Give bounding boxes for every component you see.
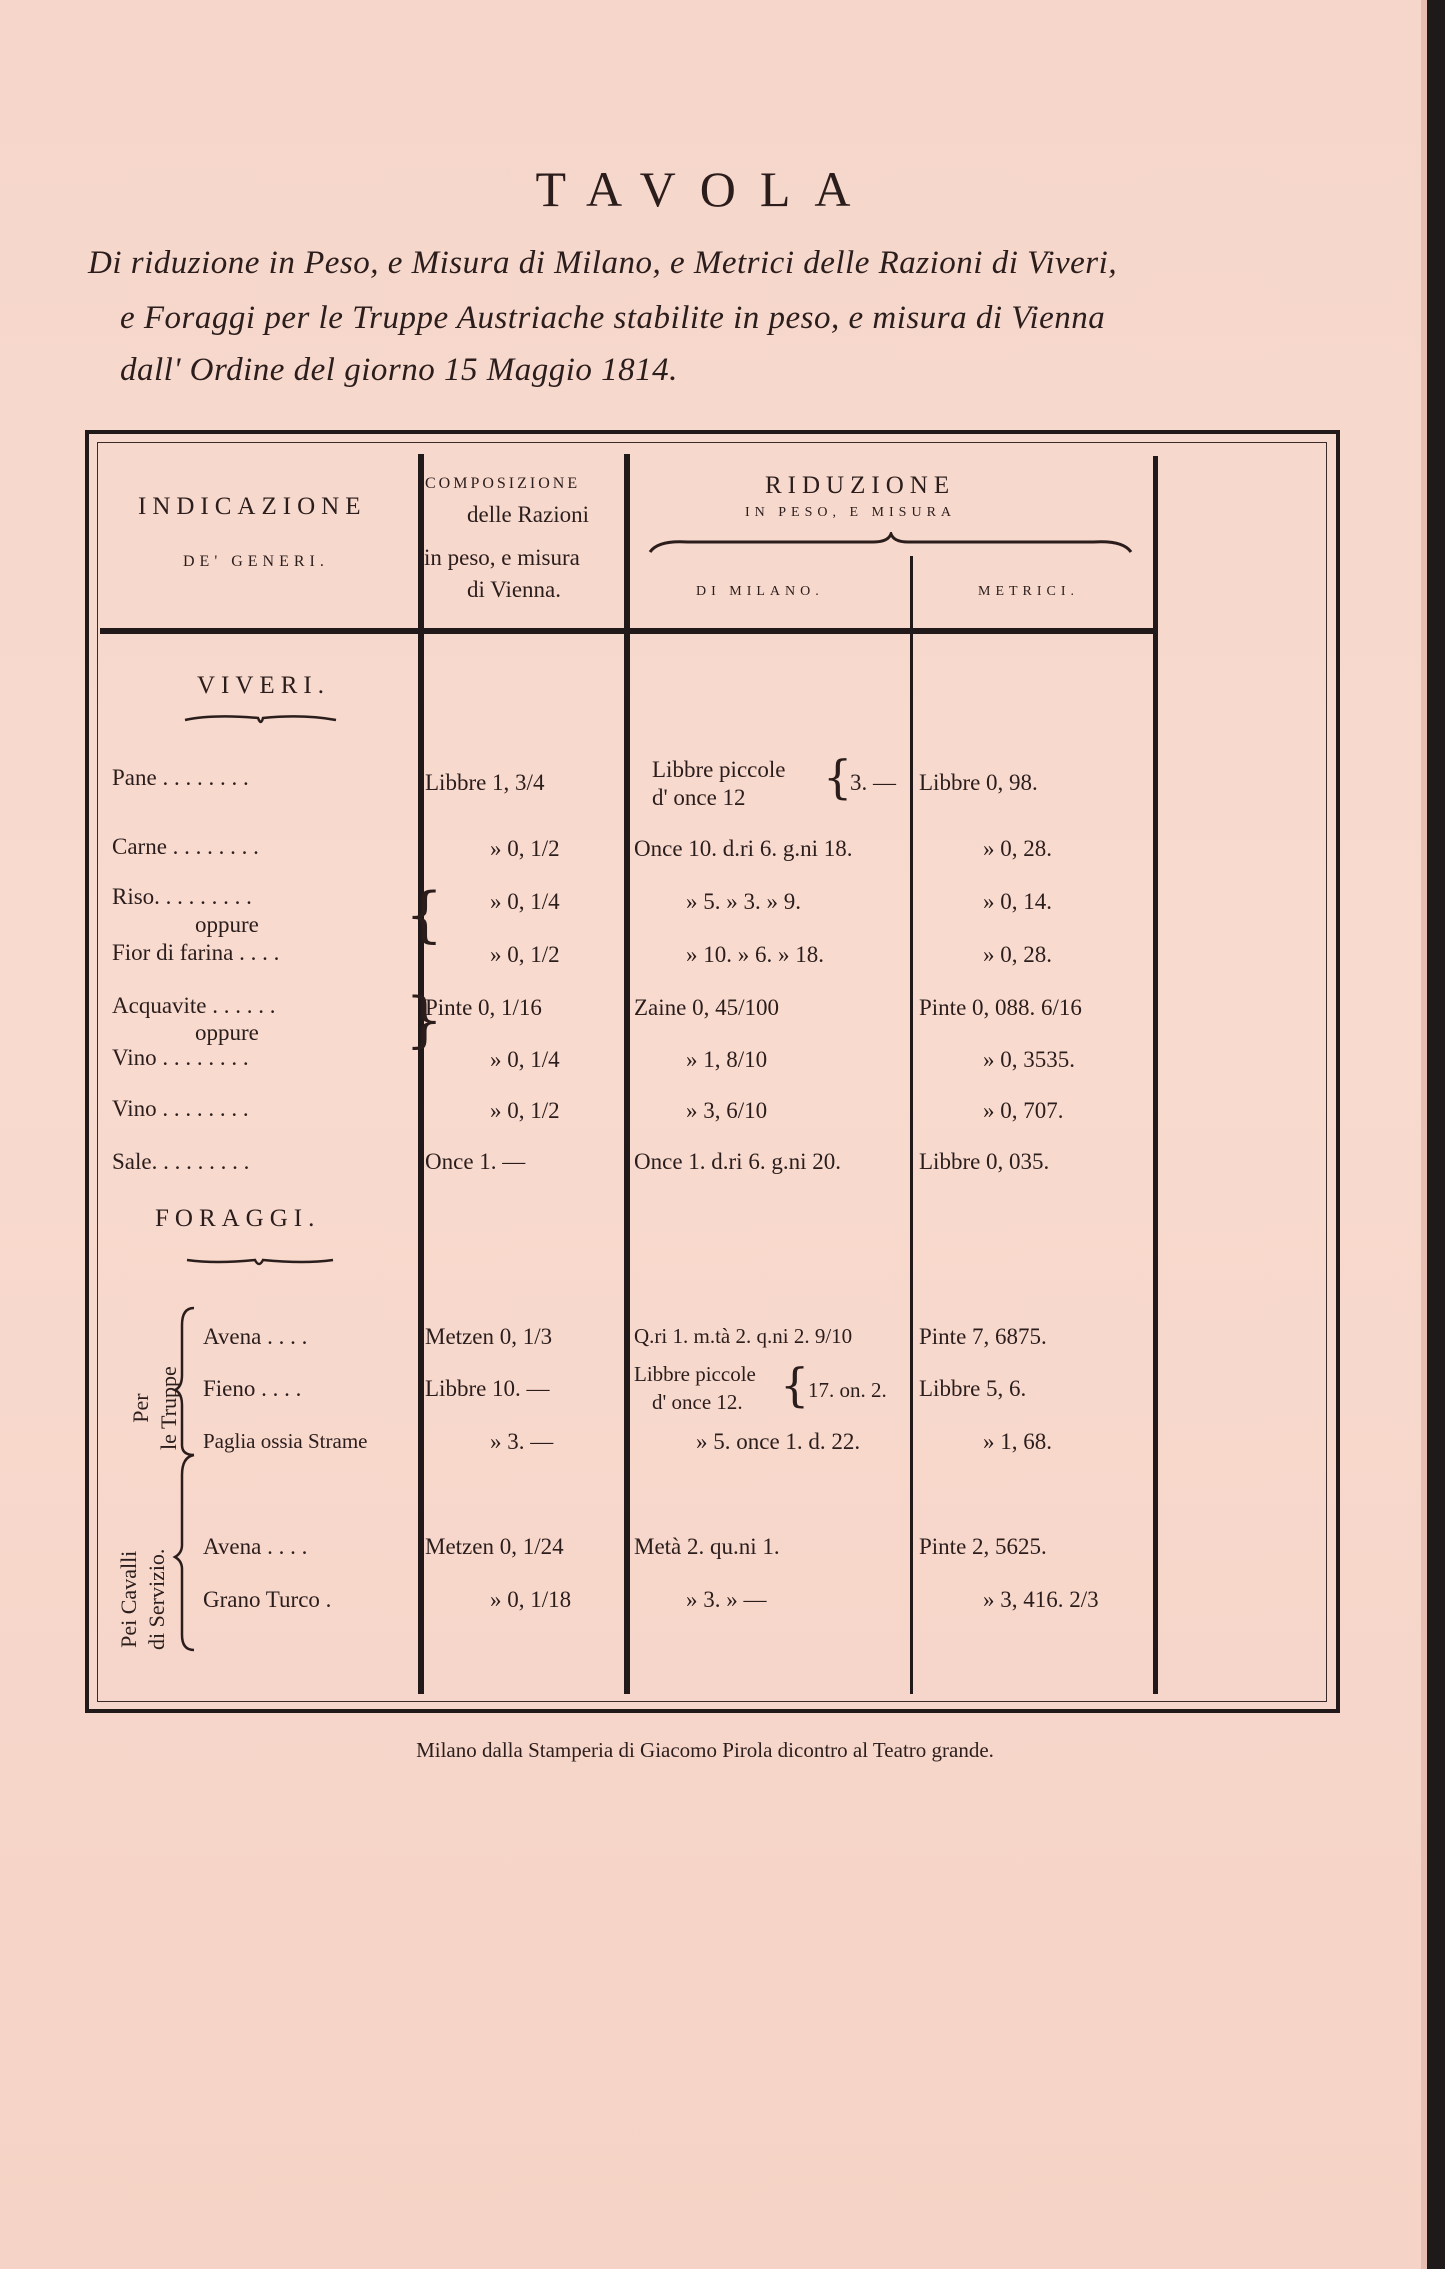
row-riso-milano: » 5. » 3. » 9. bbox=[686, 889, 801, 914]
row-fieno-genere: Fieno . . . . bbox=[203, 1376, 302, 1401]
subtitle-line-1: Di riduzione in Peso, e Misura di Milano, e Metrici delle Razioni di Viveri, bbox=[88, 245, 1118, 281]
row-vino-2-milano: » 3, 6/10 bbox=[686, 1098, 768, 1123]
document-title: TAVOLA bbox=[535, 161, 875, 217]
row-avena-cavalli-metrici: Pinte 2, 5625. bbox=[919, 1534, 1047, 1559]
column-rule-3 bbox=[910, 556, 913, 1694]
row-pane-metrici: Libbre 0, 98. bbox=[919, 770, 1038, 795]
column-rule-2 bbox=[624, 454, 630, 1694]
row-avena-truppe-vienna: Metzen 0, 1/3 bbox=[425, 1324, 553, 1349]
row-fior-vienna: » 0, 1/2 bbox=[490, 942, 560, 967]
row-sale-metrici: Libbre 0, 035. bbox=[919, 1149, 1050, 1174]
row-acquavite-milano: Zaine 0, 45/100 bbox=[634, 995, 779, 1020]
header-composizione: COMPOSIZIONE bbox=[425, 475, 581, 492]
oppure-label-2: oppure bbox=[195, 1020, 259, 1045]
row-avena-truppe-milano: Q.ri 1. m.tà 2. q.ni 2. 9/10 bbox=[634, 1324, 853, 1348]
row-vino-1-vienna: » 0, 1/4 bbox=[490, 1047, 560, 1072]
row-vino-2-vienna: » 0, 1/2 bbox=[490, 1098, 560, 1123]
viveri-ornament bbox=[183, 712, 338, 730]
group-per-label: Per bbox=[128, 1393, 153, 1423]
row-fieno-vienna: Libbre 10. — bbox=[425, 1376, 550, 1401]
group-cavalli-label: Pei Cavalli bbox=[116, 1550, 141, 1648]
row-paglia-vienna: » 3. — bbox=[490, 1429, 554, 1454]
foraggi-ornament bbox=[185, 1254, 335, 1272]
header-di-milano: DI MILANO. bbox=[696, 584, 824, 599]
riduzione-brace bbox=[648, 532, 1133, 562]
row-fieno-milano-1: Libbre piccole bbox=[634, 1362, 756, 1386]
row-vino-2-genere: Vino . . . . . . . . bbox=[112, 1096, 249, 1121]
row-acquavite-metrici: Pinte 0, 088. 6/16 bbox=[919, 995, 1082, 1020]
row-vino-1-metrici: » 0, 3535. bbox=[983, 1047, 1075, 1072]
row-paglia-milano: » 5. once 1. d. 22. bbox=[696, 1429, 861, 1454]
row-fior-genere: Fior di farina . . . . bbox=[112, 940, 280, 965]
foraggi-braces bbox=[172, 1305, 198, 1655]
row-fieno-milano-3: 17. on. 2. bbox=[808, 1378, 887, 1402]
row-pane-milano-2: d' once 12 bbox=[652, 785, 746, 810]
row-pane-milano-1: Libbre piccole bbox=[652, 757, 786, 782]
row-grano-turco-vienna: » 0, 1/18 bbox=[490, 1587, 572, 1612]
row-avena-truppe-genere: Avena . . . . bbox=[203, 1324, 308, 1349]
row-pane-genere: Pane . . . . . . . . bbox=[112, 765, 249, 790]
row-pane-milano-3: 3. — bbox=[850, 770, 896, 795]
row-paglia-metrici: » 1, 68. bbox=[983, 1429, 1052, 1454]
row-sale-milano: Once 1. d.ri 6. g.ni 20. bbox=[634, 1149, 841, 1174]
row-vino-2-metrici: » 0, 707. bbox=[983, 1098, 1064, 1123]
section-viveri: VIVERI. bbox=[197, 672, 330, 699]
row-carne-vienna: » 0, 1/2 bbox=[490, 836, 560, 861]
row-carne-milano: Once 10. d.ri 6. g.ni 18. bbox=[634, 836, 853, 861]
group-servizio-label: di Servizio. bbox=[144, 1548, 169, 1650]
header-de-generi: DE' GENERI. bbox=[183, 553, 329, 570]
column-rule-1 bbox=[418, 454, 424, 1694]
row-acquavite-genere: Acquavite . . . . . . bbox=[112, 993, 276, 1018]
oppure-label-1: oppure bbox=[195, 912, 259, 937]
row-grano-turco-milano: » 3. » — bbox=[686, 1587, 767, 1612]
header-riduzione-sub: IN PESO, E MISURA bbox=[745, 505, 957, 520]
row-sale-genere: Sale. . . . . . . . . bbox=[112, 1149, 250, 1174]
subtitle-line-3: dall' Ordine del giorno 15 Maggio 1814. bbox=[120, 352, 678, 388]
row-grano-turco-genere: Grano Turco . bbox=[203, 1587, 332, 1612]
row-avena-cavalli-genere: Avena . . . . bbox=[203, 1534, 308, 1559]
acquavite-brace: } bbox=[405, 985, 444, 1055]
row-riso-genere: Riso. . . . . . . . . bbox=[112, 884, 252, 909]
section-foraggi: FORAGGI. bbox=[155, 1205, 321, 1232]
row-fieno-metrici: Libbre 5, 6. bbox=[919, 1376, 1027, 1401]
header-indicazione: INDICAZIONE bbox=[138, 493, 367, 520]
header-in-peso-misura: in peso, e misura bbox=[424, 545, 580, 570]
row-fieno-milano-2: d' once 12. bbox=[652, 1390, 743, 1414]
header-di-vienna: di Vienna. bbox=[467, 577, 562, 602]
row-vino-1-milano: » 1, 8/10 bbox=[686, 1047, 768, 1072]
row-fior-metrici: » 0, 28. bbox=[983, 942, 1052, 967]
row-avena-cavalli-vienna: Metzen 0, 1/24 bbox=[425, 1534, 564, 1559]
page-edge bbox=[1427, 0, 1445, 2269]
row-riso-metrici: » 0, 14. bbox=[983, 889, 1052, 914]
group-truppe-label: le Truppe bbox=[156, 1366, 181, 1450]
row-fior-milano: » 10. » 6. » 18. bbox=[686, 942, 824, 967]
subtitle-line-2: e Foraggi per le Truppe Austriache stabilite in peso, e misura di Vienna bbox=[120, 300, 1106, 336]
row-paglia-genere: Paglia ossia Strame bbox=[203, 1429, 368, 1453]
header-metrici: METRICI. bbox=[978, 584, 1080, 599]
header-delle-razioni: delle Razioni bbox=[467, 502, 589, 527]
row-grano-turco-metrici: » 3, 416. 2/3 bbox=[983, 1587, 1099, 1612]
header-riduzione: RIDUZIONE bbox=[765, 472, 956, 499]
row-acquavite-vienna: Pinte 0, 1/16 bbox=[425, 995, 542, 1020]
row-avena-cavalli-milano: Metà 2. qu.ni 1. bbox=[634, 1534, 780, 1559]
row-avena-truppe-metrici: Pinte 7, 6875. bbox=[919, 1324, 1047, 1349]
group-pei-cavalli bbox=[115, 1549, 171, 1650]
printer-footer: Milano dalla Stamperia di Giacomo Pirola dicontro al Teatro grande. bbox=[416, 1738, 994, 1762]
row-carne-metrici: » 0, 28. bbox=[983, 836, 1052, 861]
header-rule bbox=[100, 628, 1154, 634]
row-riso-vienna: » 0, 1/4 bbox=[490, 889, 560, 914]
row-fieno-brace: { bbox=[780, 1358, 810, 1412]
row-vino-1-genere: Vino . . . . . . . . bbox=[112, 1045, 249, 1070]
riso-brace: { bbox=[405, 880, 444, 950]
row-pane-vienna: Libbre 1, 3/4 bbox=[425, 770, 545, 795]
row-pane-brace: { bbox=[823, 750, 853, 804]
row-carne-genere: Carne . . . . . . . . bbox=[112, 834, 259, 859]
column-rule-4 bbox=[1153, 456, 1158, 1694]
row-sale-vienna: Once 1. — bbox=[425, 1149, 526, 1174]
